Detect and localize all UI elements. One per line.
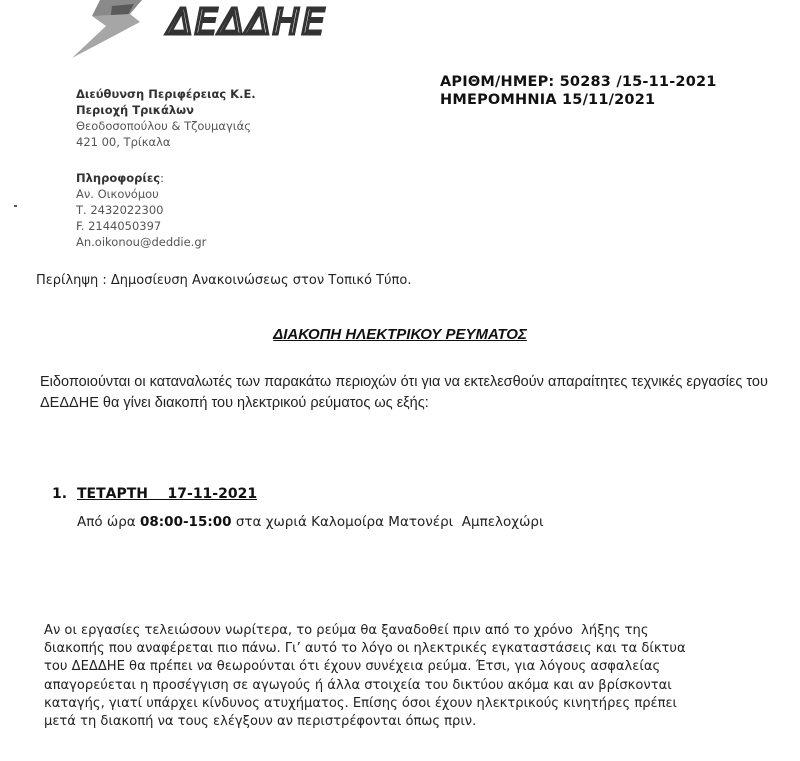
closing-paragraph: [44, 622, 784, 731]
reference-number: ΑΡΙΘΜ/ΗΜΕΡ: 50283 /15-11-2021: [440, 74, 717, 90]
outage-item-number: 1.: [52, 486, 68, 502]
logo-wordmark: ΔΕΔΔΗΕ: [168, 2, 327, 43]
contact-name: Αν. Οικονόμου: [76, 187, 159, 201]
scan-artifact: [14, 205, 17, 207]
contact-phone: Τ. 2432022300: [76, 203, 164, 217]
closing-line: Αν οι εργασίες τελειώσουν νωρίτερα, το ρεύμα θα ξαναδοθεί πριν από το χρόνο λήξης της: [44, 623, 649, 638]
closing-line: μετά τη διακοπή να τους ελέγξουν αν περιστρέφονται όπως πριν.: [44, 714, 477, 730]
outage-hours: 08:00-15:00: [139, 514, 232, 530]
contact-info: [76, 170, 206, 250]
sender-address: [76, 86, 256, 150]
outage-locations: στα χωριά Καλομοίρα Ματονέρι Αμπελοχώρι: [235, 514, 544, 530]
street-address: Θεοδοσοπούλου & Τζουμαγιάς: [76, 119, 251, 133]
closing-line: του ΔΕΔΔΗΕ θα πρέπει να θεωρούνται ότι έχουν συνέχεια ρεύμα. Έτσι, για λόγους ασφαλείας: [44, 659, 661, 675]
closing-line: καταγής, γιατί υπάρχει κίνδυνος ατυχήματος. Επίσης όσοι έχουν ηλεκτρικούς κινητήρες πρέπει: [44, 695, 677, 711]
intro-paragraph: Ειδοποιούνται οι καταναλωτές των παρακάτω περιοχών ότι για να εκτελεσθούν απαραίτητες τεχνικές εργασίες του ΔΕΔΔΗΕ θα γίνει διακοπή του ηλεκτρικού ρεύματος ως εξής:: [40, 374, 768, 411]
summary-line: Περίληψη : Δημοσίευση Ανακοινώσεως στον Τοπικό Τύπο.: [36, 273, 412, 288]
department-name: Διεύθυνση Περιφέρειας Κ.Ε.: [76, 87, 256, 101]
area-name: Περιοχή Τρικάλων: [76, 103, 194, 117]
reference-block: [440, 73, 717, 109]
outage-item-heading: [52, 486, 257, 502]
contact-email[interactable]: An.oikonou@deddie.gr: [76, 235, 207, 249]
reference-date: ΗΜΕΡΟΜΗΝΙΑ 15/11/2021: [440, 92, 656, 108]
outage-item-detail: [77, 514, 544, 530]
contact-label-colon: :: [160, 171, 164, 185]
lightning-bolt-icon: [72, 0, 172, 58]
city-address: 421 00, Τρίκαλα: [76, 135, 171, 149]
contact-fax: F. 2144050397: [76, 219, 162, 233]
document-title: ΔΙΑΚΟΠΗ ΗΛΕΚΤΡΙΚΟΥ ΡΕΥΜΑΤΟΣ: [273, 326, 527, 343]
outage-item-date: ΤΕΤΑΡΤΗ 17-11-2021: [77, 486, 258, 502]
closing-line: απαγορεύεται η προσέγγιση σε αγωγούς ή άλλα στοιχεία του δικτύου ακόμα και αν βρίσκονται: [44, 677, 672, 693]
closing-line: διακοπής που αναφέρεται πιο πάνω. Γι’ αυτό το λόγο οι ηλεκτρικές εγκαταστάσεις και τα δίκτυα: [44, 641, 686, 657]
outage-prefix: Από ώρα: [77, 514, 136, 530]
contact-label: Πληροφορίες: [76, 171, 161, 185]
